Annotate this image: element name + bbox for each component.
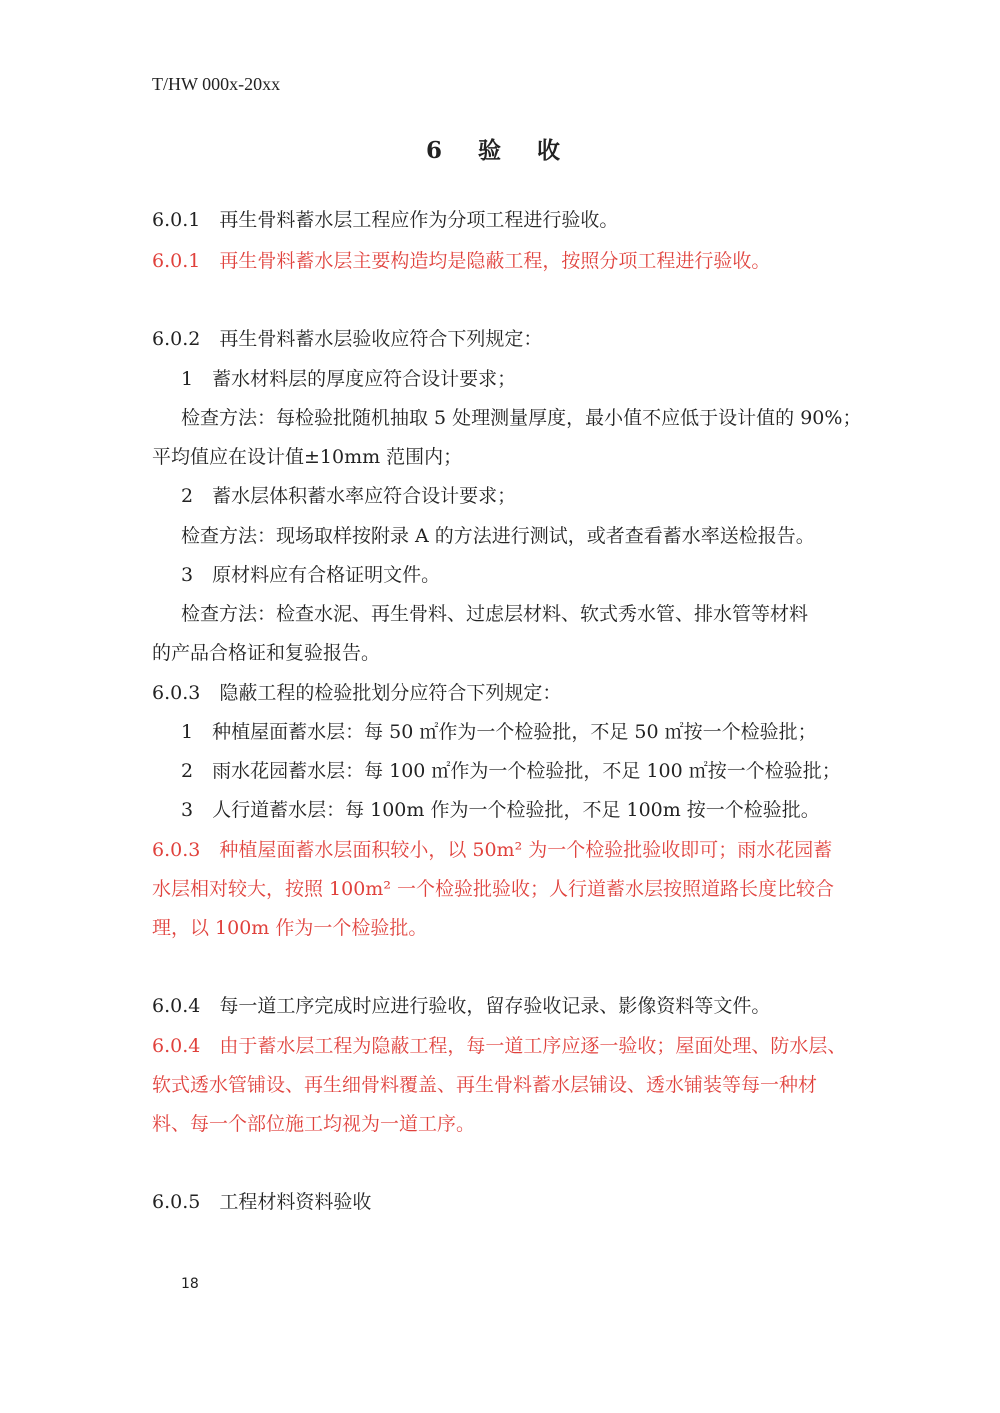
check-method-1-cont: 平均值应在设计值±10mm 范围内； — [152, 446, 463, 468]
check-method-3: 检查方法：检查水泥、再生骨料、过虑层材料、软式秀水管、排水管等材料 — [181, 603, 809, 625]
commentary-6-0-4-cont2: 料、每一个部位施工均视为一道工序。 — [152, 1113, 476, 1135]
clause-6-0-1: 6.0.1 再生骨料蓄水层工程应作为分项工程进行验收。 — [152, 209, 619, 231]
clause-6-0-5: 6.0.5 工程材料资料验收 — [152, 1191, 372, 1213]
commentary-6-0-3-cont1: 水层相对较大，按照 100m² 一个检验批验收；人行道蓄水层按照道路长度比较合 — [152, 878, 834, 900]
clause-6-0-2: 6.0.2 再生骨料蓄水层验收应符合下列规定： — [152, 328, 543, 350]
check-method-1: 检查方法：每检验批随机抽取 5 处理测量厚度，最小值不应低于设计值的 90%； — [181, 407, 862, 429]
standard-code-header: T/HW 000x-20xx — [152, 74, 281, 94]
clause-6-0-4: 6.0.4 每一道工序完成时应进行验收，留存验收记录、影像资料等文件。 — [152, 995, 771, 1017]
check-method-2: 检查方法：现场取样按附录 A 的方法进行测试，或者查看蓄水率送检报告。 — [181, 525, 815, 547]
item-2: 2 蓄水层体积蓄水率应符合设计要求； — [181, 485, 517, 507]
item-sidewalk: 3 人行道蓄水层：每 100m 作为一个检验批，不足 100m 按一个检验批。 — [181, 799, 820, 821]
item-1: 1 蓄水材料层的厚度应符合设计要求； — [181, 368, 517, 390]
chapter-title: 6 验 收 — [425, 137, 575, 164]
clause-6-0-3: 6.0.3 隐蔽工程的检验批划分应符合下列规定： — [152, 682, 562, 704]
commentary-6-0-3: 6.0.3 种植屋面蓄水层面积较小，以 50m² 为一个检验批验收即可；雨水花园蓄 — [152, 839, 833, 861]
page-number: 18 — [181, 1276, 199, 1292]
commentary-6-0-1: 6.0.1 再生骨料蓄水层主要构造均是隐蔽工程，按照分项工程进行验收。 — [152, 250, 771, 272]
item-3: 3 原材料应有合格证明文件。 — [181, 564, 441, 586]
commentary-6-0-3-cont2: 理，以 100m 作为一个检验批。 — [152, 917, 428, 939]
commentary-6-0-4: 6.0.4 由于蓄水层工程为隐蔽工程，每一道工序应逐一验收；屋面处理、防水层、 — [152, 1035, 847, 1057]
item-roof: 1 种植屋面蓄水层：每 50 ㎡作为一个检验批，不足 50 ㎡按一个检验批； — [181, 721, 817, 743]
commentary-6-0-4-cont1: 软式透水管铺设、再生细骨料覆盖、再生骨料蓄水层铺设、透水铺装等每一种材 — [152, 1074, 818, 1096]
item-rain-garden: 2 雨水花园蓄水层：每 100 ㎡作为一个检验批，不足 100 ㎡按一个检验批； — [181, 760, 841, 782]
check-method-3-cont: 的产品合格证和复验报告。 — [152, 642, 381, 664]
